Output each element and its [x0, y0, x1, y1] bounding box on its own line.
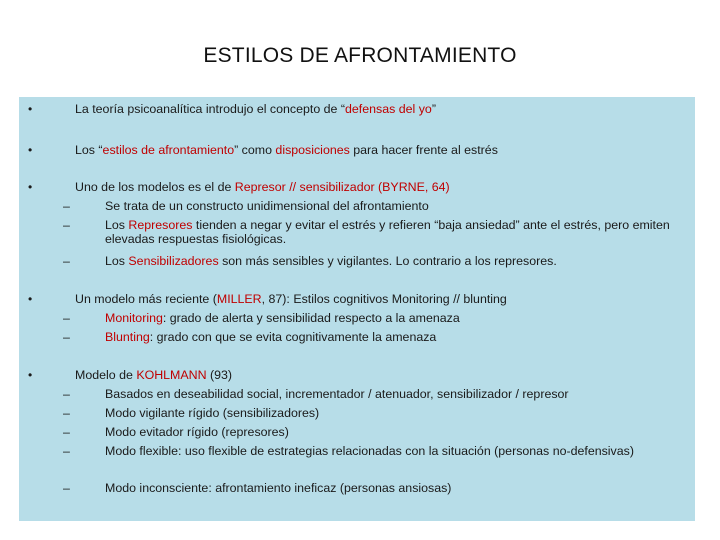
- bullet-item-miller-model: [75, 292, 507, 306]
- text-segment: Los “: [75, 143, 103, 157]
- sub-item-modo-inconsciente: [105, 481, 451, 495]
- text-segment: Modelo de: [75, 368, 137, 382]
- text-segment: son más sensibles y vigilantes. Lo contrario a los represores.: [218, 254, 557, 268]
- text-segment: tienden a negar y evitar el estrés y refieren “baja ansiedad” ante el estrés, pero emiten elevadas respuestas fisiológicas.: [105, 218, 670, 246]
- text-segment: Un modelo más reciente (: [75, 292, 217, 306]
- highlight-segment: estilos de afrontamiento: [102, 143, 235, 157]
- sub-item-modo-evitador: [105, 425, 289, 439]
- highlight-segment: Represores: [128, 218, 193, 232]
- dash-marker: –: [63, 330, 70, 344]
- text-segment: Modo vigilante rígido (sensibilizadores): [105, 406, 320, 420]
- dash-marker: –: [63, 481, 70, 495]
- sub-item-sensibilizadores: [105, 254, 557, 268]
- bullet-marker: •: [28, 292, 33, 306]
- bullet-item-coping-styles: [75, 143, 498, 157]
- text-segment: Se trata de un constructo unidimensional del afrontamiento: [105, 199, 429, 213]
- dash-marker: –: [63, 218, 70, 232]
- highlight-segment: disposiciones: [275, 143, 350, 157]
- bullet-marker: •: [28, 368, 33, 382]
- text-segment: ” como: [234, 143, 276, 157]
- dash-marker: –: [63, 199, 70, 213]
- highlight-segment: Blunting: [105, 330, 150, 344]
- text-segment: Basados en deseabilidad social, incrementador / atenuador, sensibilizador / represor: [105, 387, 569, 401]
- text-segment: Modo evitador rígido (represores): [105, 425, 289, 439]
- dash-marker: –: [63, 425, 70, 439]
- bullet-item-byrne-model: [75, 180, 450, 194]
- dash-marker: –: [63, 444, 70, 458]
- bullet-marker: •: [28, 102, 33, 116]
- highlight-segment: Monitoring: [105, 311, 163, 325]
- slide-title: ESTILOS DE AFRONTAMIENTO: [203, 44, 517, 67]
- sub-item-blunting: [105, 330, 436, 344]
- sub-item-modo-vigilante: [105, 406, 319, 420]
- text-segment: (93): [206, 368, 233, 382]
- highlight-segment: Sensibilizadores: [128, 254, 219, 268]
- bullet-marker: •: [28, 143, 33, 157]
- bullet-item-psychoanalytic-defenses: [75, 102, 436, 116]
- bullet-marker: •: [28, 180, 33, 194]
- text-segment: Modo inconsciente: afrontamiento ineficaz (personas ansiosas): [105, 481, 452, 495]
- bullet-item-kohlmann-model: [75, 368, 232, 382]
- highlight-segment: MILLER: [216, 292, 262, 306]
- sub-item-unidimensional: [105, 199, 429, 213]
- highlight-segment: defensas del yo: [345, 102, 432, 116]
- sub-item-monitoring: [105, 311, 460, 325]
- text-segment: ”: [431, 102, 436, 116]
- sub-item-represores: [105, 218, 695, 246]
- text-segment: , 87): Estilos cognitivos Monitoring // blunting: [261, 292, 507, 306]
- text-segment: : grado de alerta y sensibilidad respecto a la amenaza: [162, 311, 460, 325]
- text-segment: La teoría psicoanalítica introdujo el concepto de “: [75, 102, 346, 116]
- sub-item-modo-flexible: [105, 444, 665, 458]
- dash-marker: –: [63, 311, 70, 325]
- text-segment: Uno de los modelos es el de: [75, 180, 235, 194]
- text-segment: Modo flexible: uso flexible de estrategias relacionadas con la situación (personas no-defensivas): [105, 444, 634, 458]
- dash-marker: –: [63, 387, 70, 401]
- text-segment: Los: [105, 218, 129, 232]
- text-segment: Los: [105, 254, 129, 268]
- dash-marker: –: [63, 406, 70, 420]
- text-segment: : grado con que se evita cognitivamente la amenaza: [149, 330, 437, 344]
- highlight-segment: KOHLMANN: [136, 368, 207, 382]
- dash-marker: –: [63, 254, 70, 268]
- sub-item-deseabilidad: [105, 387, 569, 401]
- highlight-segment: Represor // sensibilizador (BYRNE, 64): [234, 180, 450, 194]
- text-segment: para hacer frente al estrés: [349, 143, 498, 157]
